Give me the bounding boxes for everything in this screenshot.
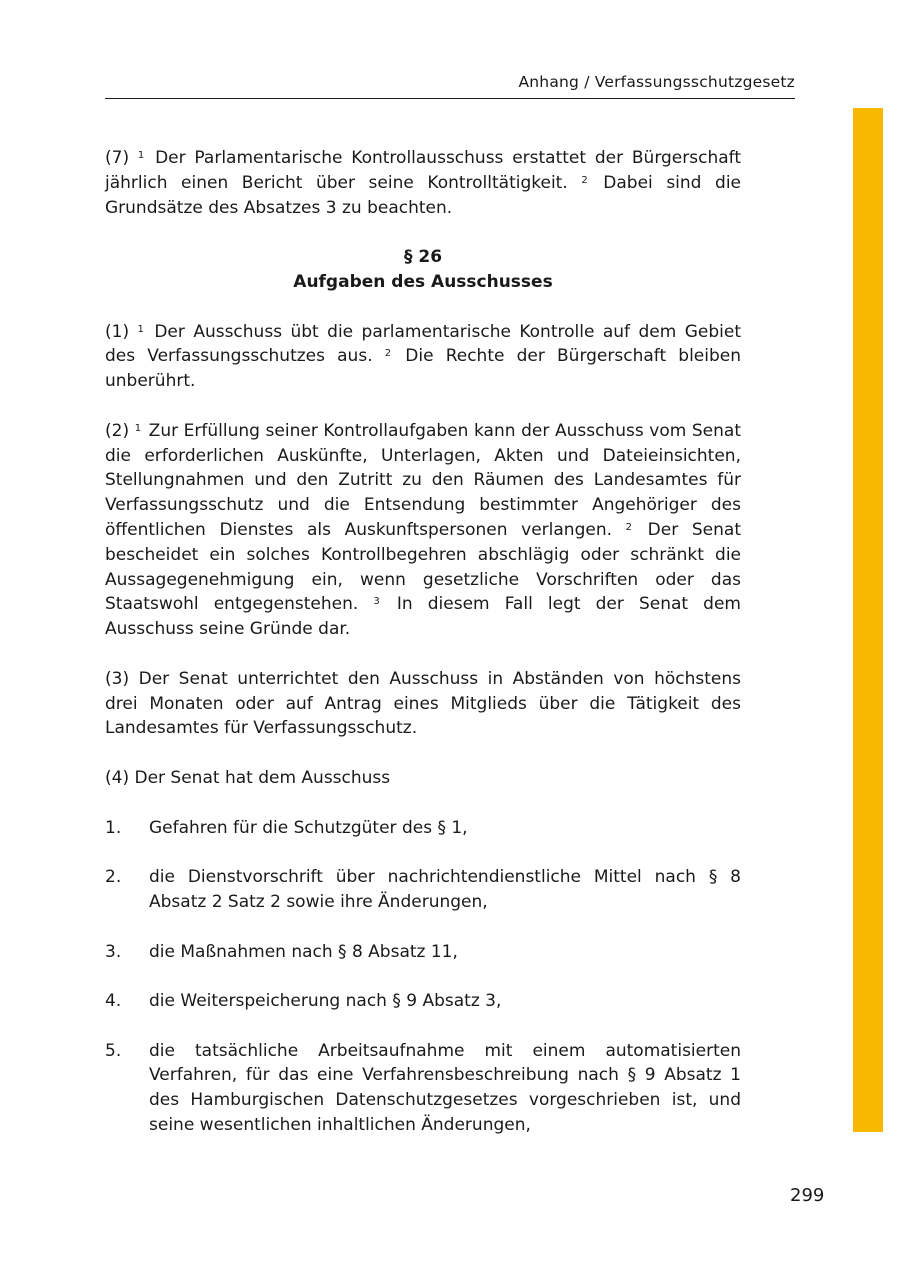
list-number: 2.	[105, 867, 122, 888]
list-text: Gefahren für die Schutzgüter des § 1,	[149, 817, 468, 838]
sentence-number: 1	[137, 150, 145, 161]
main-text	[105, 146, 741, 1163]
chapter-tab-bar	[853, 108, 883, 1132]
list-item-1	[105, 816, 741, 841]
list-item-2	[105, 865, 741, 915]
list-number: 3.	[105, 941, 122, 962]
sentence-number: 2	[384, 348, 392, 360]
absatz-1	[105, 320, 741, 394]
sentence-number: 1	[137, 323, 144, 335]
running-header: Anhang / Verfassungsschutzgesetz	[518, 73, 795, 91]
list-number: 5.	[105, 1040, 122, 1061]
absatz-4: (4) Der Senat hat dem Ausschuss	[105, 767, 391, 788]
page-number: 299	[790, 1185, 825, 1206]
sentence-text: Der Parlamentarische Kontrollausschuss erstattet der Bürgerschaft jährlich einen Bericht über seine Kontrolltätigkeit.	[105, 148, 742, 193]
list-text: die Maßnahmen nach § 8 Absatz 11,	[149, 941, 458, 962]
sentence-number: 2	[581, 174, 588, 186]
paragraph-number: (7)	[105, 148, 130, 168]
absatz-2	[105, 419, 741, 642]
list-item-5	[105, 1039, 741, 1138]
list-item-4	[105, 989, 741, 1014]
sentence-text: Zur Erfüllung seiner Kontrollaufgaben kann der Ausschuss vom Senat die erforderlichen Auskünfte, Unterlagen, Akten und Dateieinsichten, Stellungnahmen und den Zutritt zu den Räumen des Landesamtes für Verfassungsschutz und die Entsendung bestimmter Angehöriger des öffentlichen Dienstes als Auskunftspersonen verlangen.	[105, 420, 741, 540]
sentence-text: Der Ausschuss übt die parlamentarische Kontrolle auf dem Gebiet des Verfassungsschutzes aus.	[105, 321, 741, 367]
sentence-text: Der Senat bescheidet ein solches Kontrollbegehren abschlägig oder schränkt die Aussagegenehmigung ein, wenn gesetzliche Vorschriften oder das Staatswohl entgegenstehen.	[105, 519, 741, 615]
list-text: die Weiterspeicherung nach § 9 Absatz 3,	[149, 991, 502, 1012]
list-text: die tatsächliche Arbeitsaufnahme mit einem automatisierten Verfahren, für das eine Verfahrensbeschreibung nach § 9 Absatz 1 des Hamburgischen Datenschutzgesetzes vorgeschrieben ist, und seine wesentlichen inhaltlichen Änderungen,	[149, 1040, 741, 1136]
paragraph-number: (2)	[105, 420, 130, 441]
list-text: die Dienstvorschrift über nachrichtendienstliche Mittel nach § 8 Absatz 2 Satz 2 sowie ihre Änderungen,	[149, 867, 741, 912]
paragraph-number: (1)	[105, 321, 130, 342]
sentence-number: 3	[373, 596, 380, 608]
list-item-3	[105, 940, 741, 965]
list-number: 4.	[105, 991, 122, 1012]
absatz-3: (3) Der Senat unterrichtet den Ausschuss in Abständen von höchstens drei Monaten oder auf Antrag eines Mitglieds über die Tätigkeit des Landesamtes für Verfassungsschutz.	[105, 668, 741, 739]
list-number: 1.	[105, 817, 122, 838]
sentence-text: In diesem Fall legt der Senat dem Ausschuss seine Gründe dar.	[105, 594, 741, 640]
section-number: § 26	[403, 247, 443, 268]
sentence-number: 2	[625, 521, 633, 533]
paragraph-7	[105, 146, 741, 220]
section-title: Aufgaben des Ausschusses	[293, 271, 553, 292]
header-rule	[105, 98, 795, 99]
sentence-number: 1	[134, 422, 142, 434]
sentence-text: Die Rechte der Bürgerschaft bleiben unberührt.	[105, 346, 741, 392]
sentence-text: Dabei sind die Grundsätze des Absatzes 3 zu beachten.	[105, 172, 741, 218]
